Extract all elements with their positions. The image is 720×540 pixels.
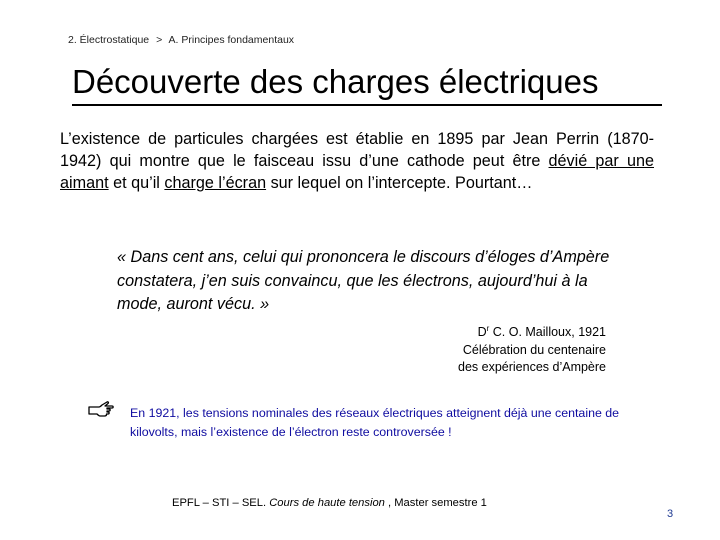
intro-text-1: L’existence de particules chargées est établie en 1895 par Jean Perrin (1870-1942) qui montre que le faisceau issu d’une cathode peut être xyxy=(60,130,654,170)
intro-text-2: et qu’il xyxy=(108,174,165,192)
author-prefix-sup: r xyxy=(486,324,490,333)
author-name: C. O. Mailloux, 1921 xyxy=(489,325,606,340)
page-number: 3 xyxy=(667,508,674,520)
intro-paragraph xyxy=(60,128,654,194)
footer-level: , Master semestre 1 xyxy=(384,497,487,509)
breadcrumb-chapter: 2. Électrostatique xyxy=(68,34,150,46)
quote-attribution xyxy=(400,320,606,377)
attribution-author xyxy=(400,320,606,342)
intro-underline-charge: charge l’écran xyxy=(164,174,267,192)
breadcrumb-section: A. Principes fondamentaux xyxy=(168,34,295,46)
breadcrumb xyxy=(68,34,294,46)
intro-underline-deviation: dévié par une aimant xyxy=(60,152,654,192)
breadcrumb-separator: > xyxy=(156,34,163,46)
pointing-hand-icon xyxy=(88,398,114,418)
footer-institution: EPFL – STI – SEL. xyxy=(172,497,270,509)
page-title: Découverte des charges électriques xyxy=(72,60,662,106)
note-text: En 1921, les tensions nominales des réseaux électriques atteignent déjà une centaine de kilovolts, mais l’existence de l’électron reste controversée ! xyxy=(130,406,620,439)
attribution-line-2: Célébration du centenaire xyxy=(462,342,606,357)
author-prefix: D xyxy=(477,325,487,340)
attribution-line-3: des expériences d’Ampère xyxy=(458,360,606,375)
footer xyxy=(172,497,487,509)
intro-text-3: sur lequel on l’intercepte. Pourtant… xyxy=(266,174,533,192)
footer-course: Cours de haute tension xyxy=(269,497,385,509)
quote: « Dans cent ans, celui qui prononcera le discours d’éloges d’Ampère constatera, j’en suis convaincu, que les électrons, aujourd’hui à la mode, auront vécu. » xyxy=(117,248,610,313)
